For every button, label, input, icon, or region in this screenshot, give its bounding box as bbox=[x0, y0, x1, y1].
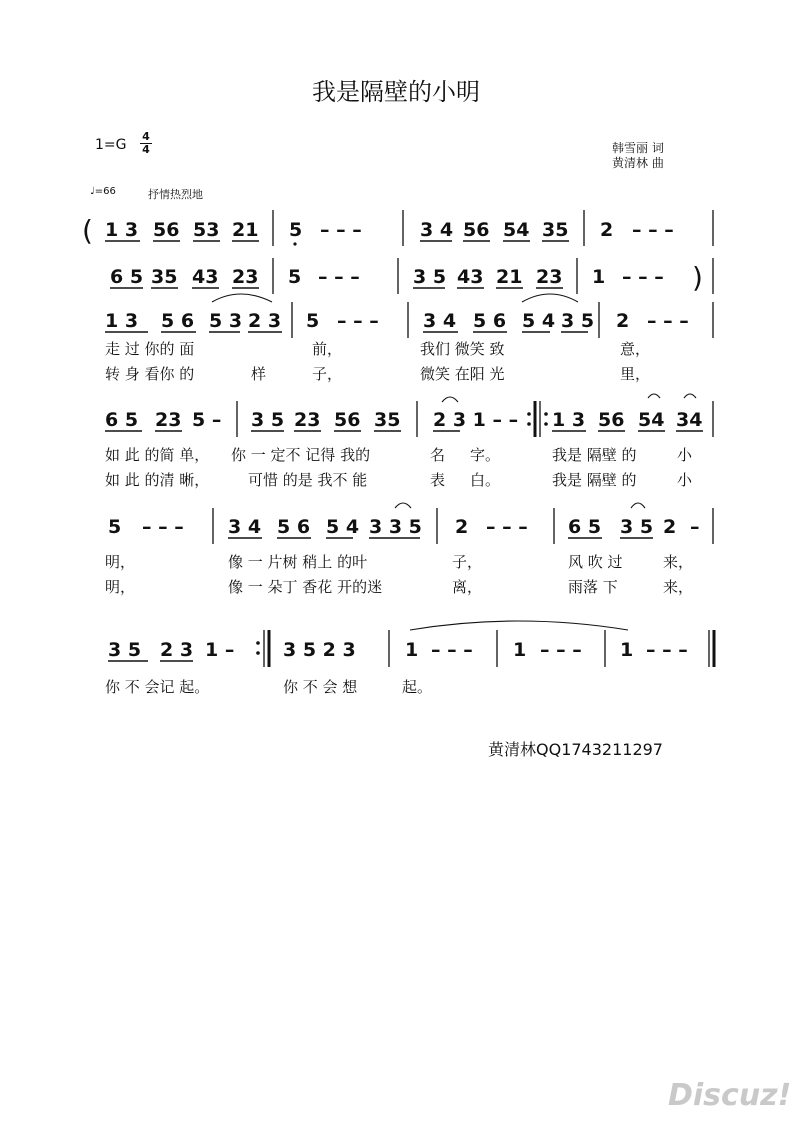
note-group: 43 bbox=[457, 266, 484, 288]
lyric: 字。 bbox=[470, 446, 501, 464]
lyric: 你 不 会记 起。 bbox=[105, 678, 210, 696]
note-group: 2 bbox=[663, 516, 677, 538]
note-group: 53 bbox=[193, 219, 220, 241]
note-group: 2 bbox=[616, 310, 630, 332]
note-group: 23 bbox=[536, 266, 563, 288]
note-group: 5 4 bbox=[522, 310, 556, 332]
note-group: 1 3 bbox=[105, 310, 139, 332]
note-group: 1 bbox=[592, 266, 606, 288]
note-group: 5 bbox=[289, 219, 303, 241]
note-group: – – – bbox=[647, 310, 689, 332]
note-group: 5 – bbox=[192, 409, 222, 431]
lyric: 来， bbox=[663, 553, 694, 571]
note-group: 56 bbox=[153, 219, 180, 241]
note-group: 2 bbox=[455, 516, 469, 538]
note-group: – – – bbox=[646, 639, 688, 661]
note-group: 3 5 2 3 bbox=[283, 639, 356, 661]
note-group: 23 bbox=[294, 409, 321, 431]
key-signature: 1=G bbox=[95, 137, 127, 153]
note-group: 1 bbox=[405, 639, 419, 661]
note-group: 21 bbox=[496, 266, 523, 288]
note-group: 1 3 bbox=[552, 409, 586, 431]
lyric: 样 bbox=[251, 365, 267, 383]
note-group: 3 5 bbox=[108, 639, 142, 661]
note-group: 54 bbox=[503, 219, 530, 241]
note-group: 5 bbox=[306, 310, 320, 332]
lyric: 转 身 看你 的 bbox=[105, 365, 195, 383]
note-group: 3 5 bbox=[413, 266, 447, 288]
time-sig-top: 4 bbox=[142, 130, 150, 143]
lyric: 如 此 的清 晰， bbox=[105, 471, 210, 489]
lyric: 前， bbox=[312, 340, 343, 358]
lyric: 名 bbox=[430, 446, 446, 464]
note-group: 35 bbox=[374, 409, 401, 431]
note-group: 5 6 bbox=[161, 310, 195, 332]
lyric: 我是 隔壁 的 bbox=[552, 446, 637, 464]
lyric: 像 一 朵丁 香花 开的迷 bbox=[228, 578, 383, 596]
note-group: 5 bbox=[288, 266, 302, 288]
lyric: 白。 bbox=[470, 471, 501, 489]
lyric: 雨落 下 bbox=[568, 578, 618, 596]
lyric: 风 吹 过 bbox=[568, 553, 623, 571]
lyric: 离， bbox=[452, 578, 483, 596]
note-group: 3 4 bbox=[420, 219, 454, 241]
lyric: 明， bbox=[105, 553, 136, 571]
lyric: 走 过 你的 面 bbox=[105, 340, 195, 358]
slurs bbox=[212, 294, 696, 630]
mood-marking: 抒情热烈地 bbox=[148, 188, 203, 201]
tempo-marking: ♩=66 bbox=[90, 186, 116, 197]
watermark: Discuz! bbox=[668, 1078, 792, 1113]
bar-lines bbox=[213, 210, 714, 667]
note-group: 23 bbox=[155, 409, 182, 431]
note-group: – bbox=[690, 516, 700, 538]
lyric: 起。 bbox=[402, 678, 433, 696]
lyric: 你 一 定不 记得 我的 bbox=[231, 446, 371, 464]
lyric: 小 bbox=[677, 471, 693, 489]
paren-close: ) bbox=[692, 261, 703, 294]
note-group: – – – bbox=[622, 266, 664, 288]
lyric: 如 此 的简 单， bbox=[105, 446, 210, 464]
note-group: 1 3 bbox=[105, 219, 139, 241]
note-group: 5 4 bbox=[326, 516, 360, 538]
note-group: 1 bbox=[513, 639, 527, 661]
note-group: 2 3 1 – – bbox=[433, 409, 519, 431]
lyric: 我们 微笑 致 bbox=[420, 340, 505, 358]
composer-credit: 黄清林 曲 bbox=[612, 156, 664, 170]
author-signature: 黄清林QQ1743211297 bbox=[488, 740, 663, 759]
note-group: 56 bbox=[334, 409, 361, 431]
note-group: 3 4 bbox=[423, 310, 457, 332]
note-group: – – – bbox=[142, 516, 184, 538]
lyric: 可惜 的是 我不 能 bbox=[248, 471, 368, 489]
note-group: – – – bbox=[320, 219, 362, 241]
lyricist-credit: 韩雪丽 词 bbox=[612, 141, 664, 155]
note-group: – – – bbox=[632, 219, 674, 241]
note-group: 5 6 bbox=[473, 310, 507, 332]
note-group: 23 bbox=[232, 266, 259, 288]
note-group: 5 bbox=[108, 516, 122, 538]
lyric: 像 一 片树 稍上 的叶 bbox=[228, 553, 368, 571]
underlines bbox=[105, 241, 703, 661]
note-group: – – – bbox=[540, 639, 582, 661]
repeat-dots bbox=[256, 242, 548, 654]
note-group: 5 6 bbox=[277, 516, 311, 538]
note-group: 1 bbox=[620, 639, 634, 661]
note-group: 5 3 bbox=[209, 310, 243, 332]
lyric: 里， bbox=[620, 365, 651, 383]
note-group: 21 bbox=[232, 219, 259, 241]
note-group: 6 5 bbox=[105, 409, 139, 431]
note-group: 2 3 bbox=[248, 310, 282, 332]
note-group: 3 5 bbox=[620, 516, 654, 538]
note-group: – – – bbox=[486, 516, 528, 538]
note-group: 35 bbox=[151, 266, 178, 288]
note-group: – – – bbox=[318, 266, 360, 288]
note-group: 3 5 bbox=[251, 409, 285, 431]
lyric: 微笑 在阳 光 bbox=[420, 365, 505, 383]
note-group: – – – bbox=[337, 310, 379, 332]
note-group: 56 bbox=[598, 409, 625, 431]
note-group: 2 bbox=[600, 219, 614, 241]
lyric: 表 bbox=[430, 471, 446, 489]
lyric: 意， bbox=[620, 340, 651, 358]
paren-open: ( bbox=[82, 214, 93, 247]
note-group: 6 5 bbox=[568, 516, 602, 538]
lyric: 子， bbox=[312, 365, 343, 383]
note-group: 43 bbox=[192, 266, 219, 288]
time-sig-bottom: 4 bbox=[140, 143, 152, 156]
lyric: 你 不 会 想 bbox=[283, 678, 358, 696]
note-group: 3 5 bbox=[561, 310, 595, 332]
note-group: 54 bbox=[638, 409, 665, 431]
note-group: 1 – bbox=[205, 639, 235, 661]
note-group: 2 3 bbox=[160, 639, 194, 661]
note-group: 3 4 bbox=[228, 516, 262, 538]
lyric: 我是 隔壁 的 bbox=[552, 471, 637, 489]
lyric: 子， bbox=[452, 553, 483, 571]
lyric: 来， bbox=[663, 578, 694, 596]
note-group: 35 bbox=[542, 219, 569, 241]
lyric: 小 bbox=[677, 446, 693, 464]
note-group: 3 3 5 bbox=[369, 516, 422, 538]
note-group: 56 bbox=[463, 219, 490, 241]
note-group: 6 5 bbox=[110, 266, 144, 288]
lyric: 明， bbox=[105, 578, 136, 596]
note-group: 34 bbox=[676, 409, 703, 431]
note-group: – – – bbox=[431, 639, 473, 661]
song-title: 我是隔壁的小明 bbox=[312, 78, 480, 106]
